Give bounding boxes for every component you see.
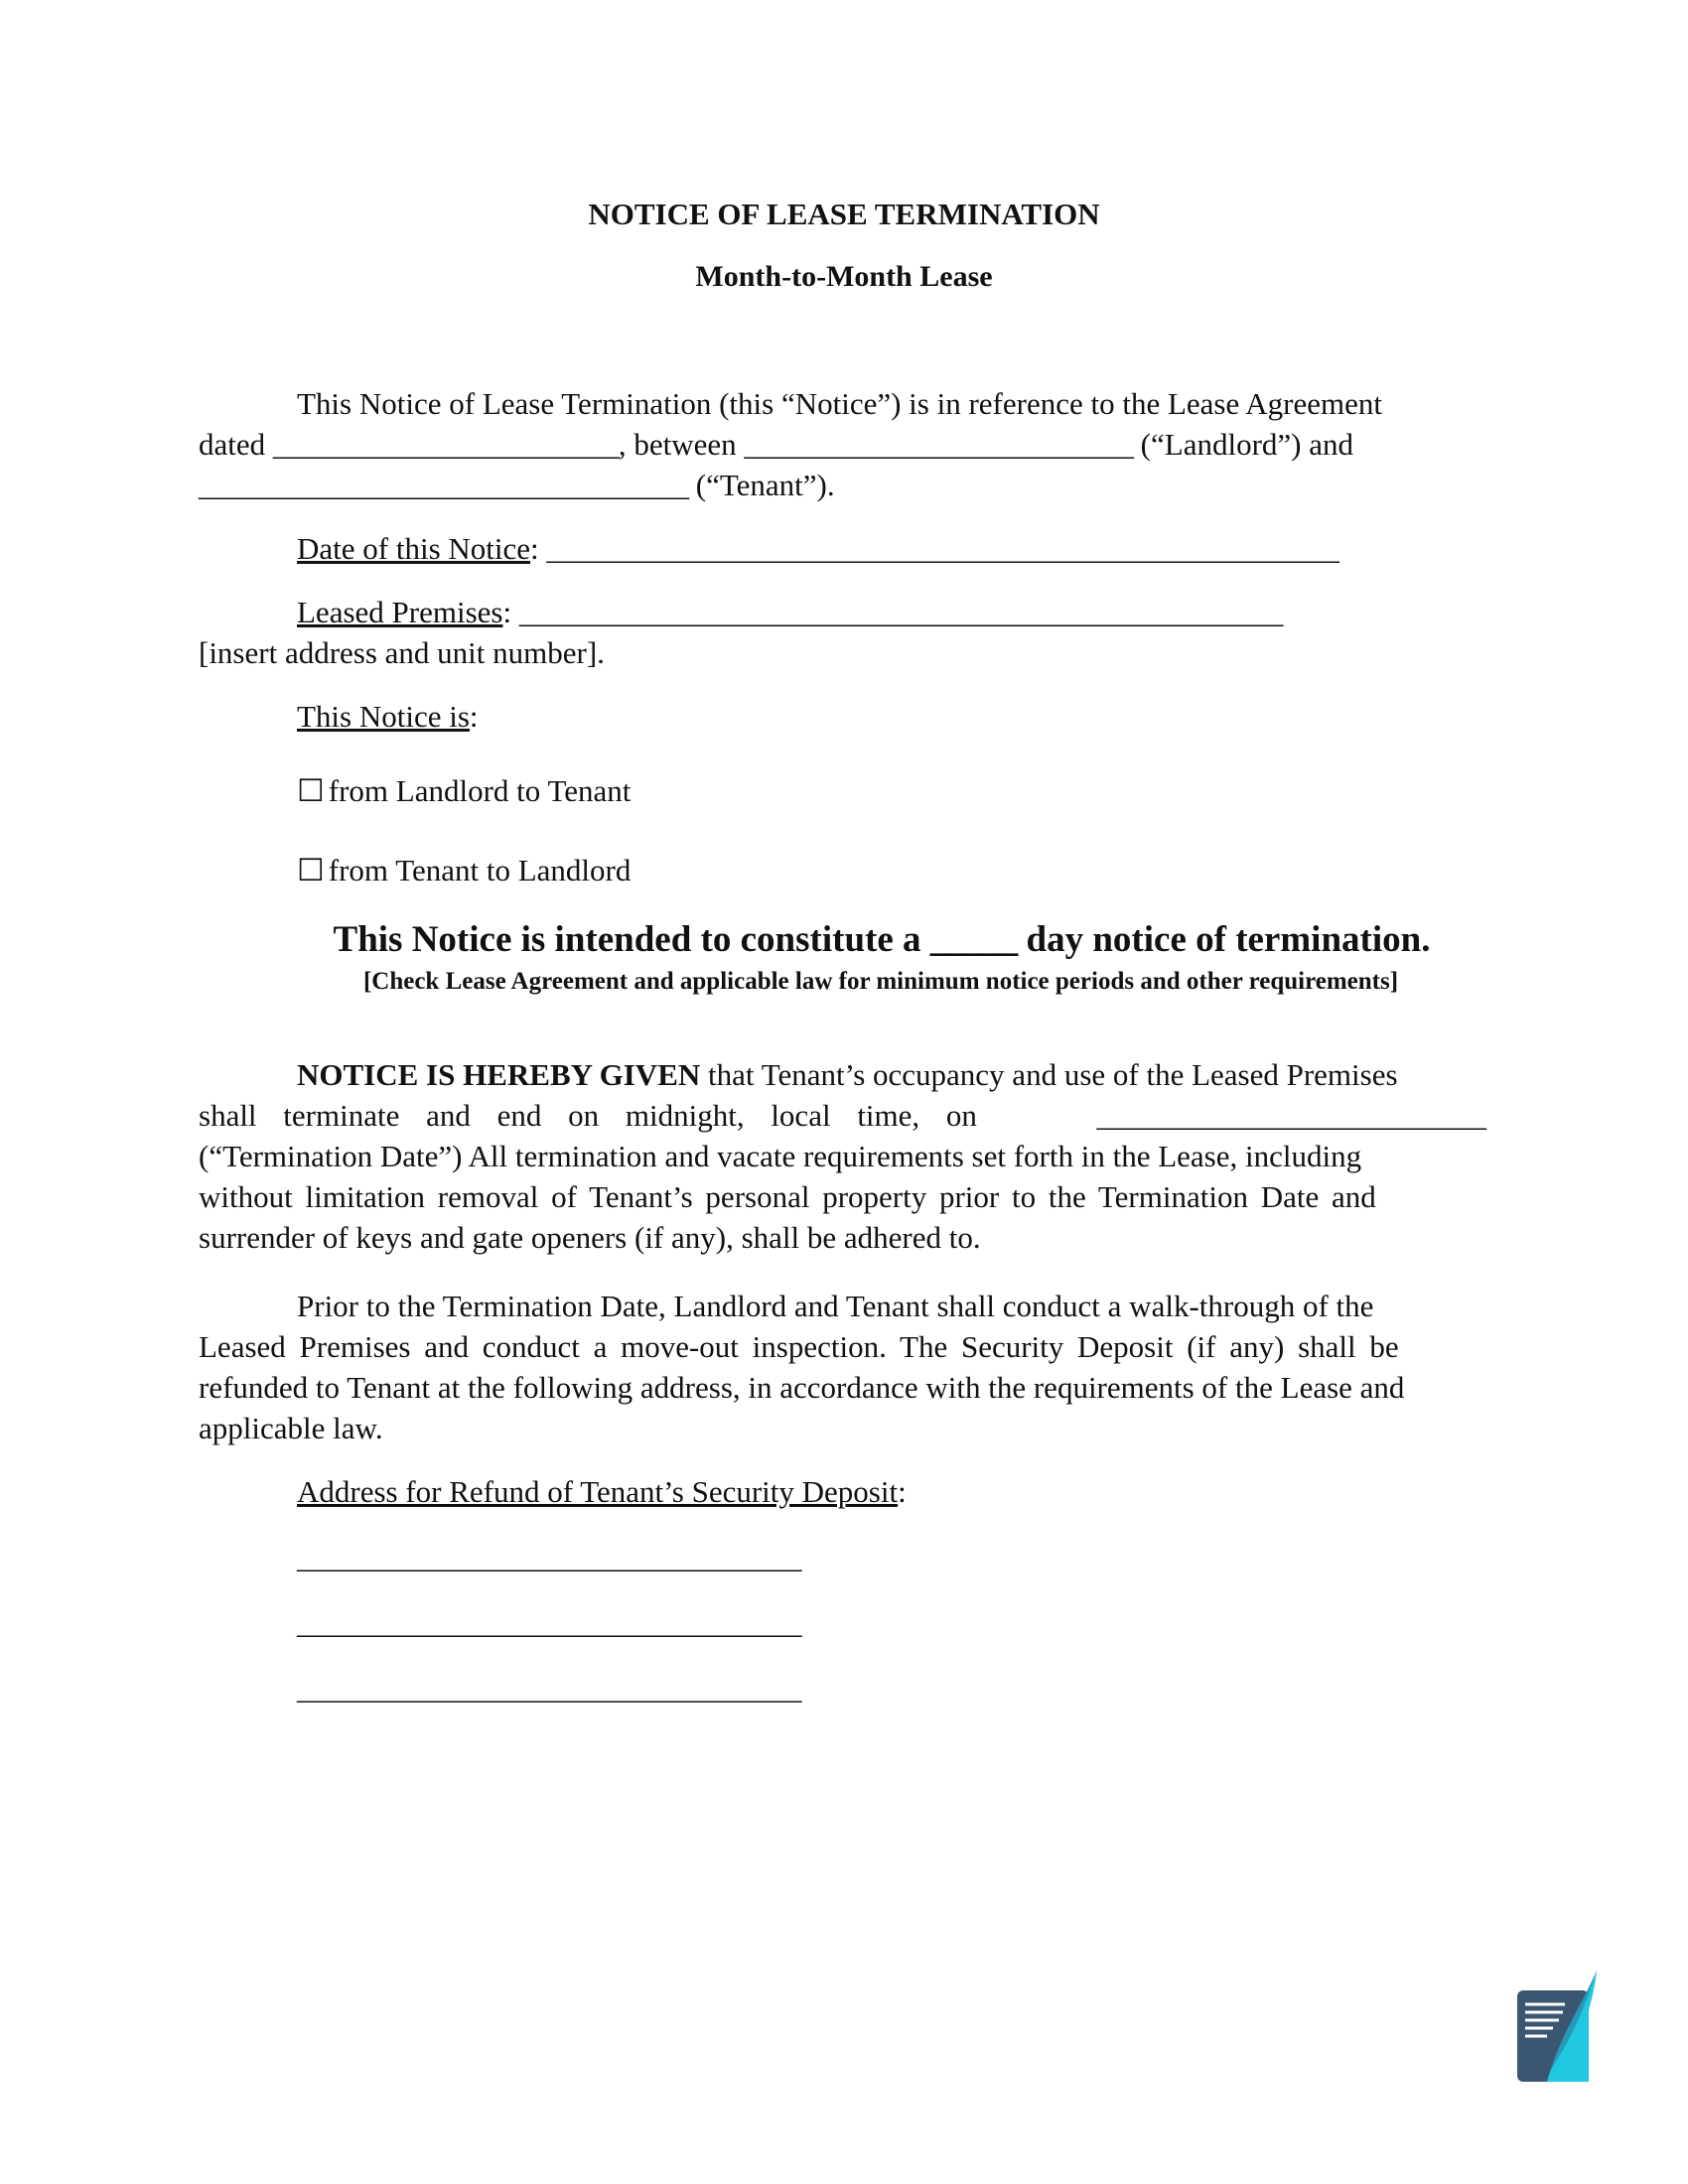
notice-is-colon: : [469, 699, 479, 734]
refund-address-line-2[interactable]: ___________________________________ [297, 1605, 801, 1640]
intro-line-1: This Notice of Lease Termination (this “Notice”) is in reference to the Lease Agreement [297, 386, 1383, 421]
intended-notice-line [0, 918, 1688, 962]
hereby-line-1 [297, 1054, 1398, 1095]
check-lease-note [0, 967, 1688, 997]
intended-notice-text-b: day notice of termination. [1026, 919, 1431, 960]
leased-premises-row [297, 592, 1282, 632]
refund-address-line-1[interactable]: ___________________________________ [297, 1540, 801, 1574]
checkbox-tenant-to-landlord[interactable]: ☐ [297, 853, 325, 887]
notice-is-label: This Notice is [297, 699, 470, 734]
between-label: , between [618, 427, 737, 462]
intended-notice-text-a: This Notice is intended to constitute a [333, 919, 921, 960]
document-title: NOTICE OF LEASE TERMINATION [588, 197, 1100, 231]
checkbox-landlord-to-tenant[interactable]: ☐ [297, 773, 325, 808]
date-of-notice-colon: : [530, 531, 539, 566]
termination-date-blank[interactable]: ___________________________ [1096, 1098, 1485, 1133]
notice-days-blank[interactable]: _____ [929, 919, 1018, 960]
dated-label: dated [199, 427, 266, 462]
refund-address-colon: : [898, 1474, 907, 1509]
leased-premises-hint: [insert address and unit number]. [199, 635, 605, 670]
leased-premises-label: Leased Premises [297, 595, 503, 629]
option-tenant-to-landlord[interactable] [297, 850, 631, 890]
tenant-name-blank[interactable]: __________________________________ [199, 468, 688, 502]
leased-premises-colon: : [502, 595, 512, 629]
hereby-line-3: (“Termination Date”) All termination and vacate requirements set forth in the Lease, including [199, 1139, 1362, 1173]
hereby-bold: NOTICE IS HEREBY GIVEN [297, 1057, 701, 1092]
date-of-notice-row [297, 528, 1338, 569]
option-tenant-to-landlord-label: from Tenant to Landlord [328, 853, 632, 887]
intro-line-3 [199, 465, 835, 505]
landlord-label: (“Landlord”) and [1140, 427, 1353, 462]
refund-address-line-3[interactable]: ___________________________________ [297, 1671, 801, 1706]
landlord-name-blank[interactable]: ___________________________ [744, 427, 1133, 462]
hereby-line-1-rest: that Tenant’s occupancy and use of the Leased Premises [708, 1057, 1398, 1092]
document-quill-logo-icon [1517, 1971, 1597, 2082]
intro-line-2 [199, 424, 1485, 465]
option-landlord-to-tenant[interactable] [297, 770, 631, 811]
hereby-line-5: surrender of keys and gate openers (if any), shall be adhered to. [199, 1220, 981, 1255]
hereby-line-2-text: shall terminate and end on midnight, local time, on [199, 1098, 977, 1133]
lease-date-blank[interactable]: ________________________ [272, 427, 619, 462]
prior-line-3: refunded to Tenant at the following address, in accordance with the requirements of the Lease and [199, 1370, 1405, 1405]
tenant-label: (“Tenant”). [695, 468, 835, 502]
leased-premises-blank[interactable]: _____________________________________________________ [518, 595, 1283, 629]
document-subtitle: Month-to-Month Lease [695, 260, 993, 293]
prior-line-4: applicable law. [199, 1411, 383, 1445]
notice-is-row [297, 696, 479, 737]
refund-address-row [297, 1471, 907, 1512]
hereby-line-2 [199, 1095, 1485, 1136]
prior-line-2: Leased Premises and conduct a move-out inspection. The Security Deposit (if any) shall be [199, 1329, 1399, 1364]
date-of-notice-label: Date of this Notice [297, 531, 531, 566]
prior-line-1: Prior to the Termination Date, Landlord and Tenant shall conduct a walk-through of the [297, 1289, 1374, 1323]
check-lease-note-text: [Check Lease Agreement and applicable law for minimum notice periods and other requirements] [362, 968, 1399, 995]
date-of-notice-blank[interactable]: _______________________________________________________ [546, 531, 1338, 566]
option-landlord-to-tenant-label: from Landlord to Tenant [328, 773, 632, 808]
hereby-line-4: without limitation removal of Tenant’s personal property prior to the Termination Date and [199, 1179, 1376, 1214]
refund-address-label: Address for Refund of Tenant’s Security Deposit [297, 1474, 899, 1509]
